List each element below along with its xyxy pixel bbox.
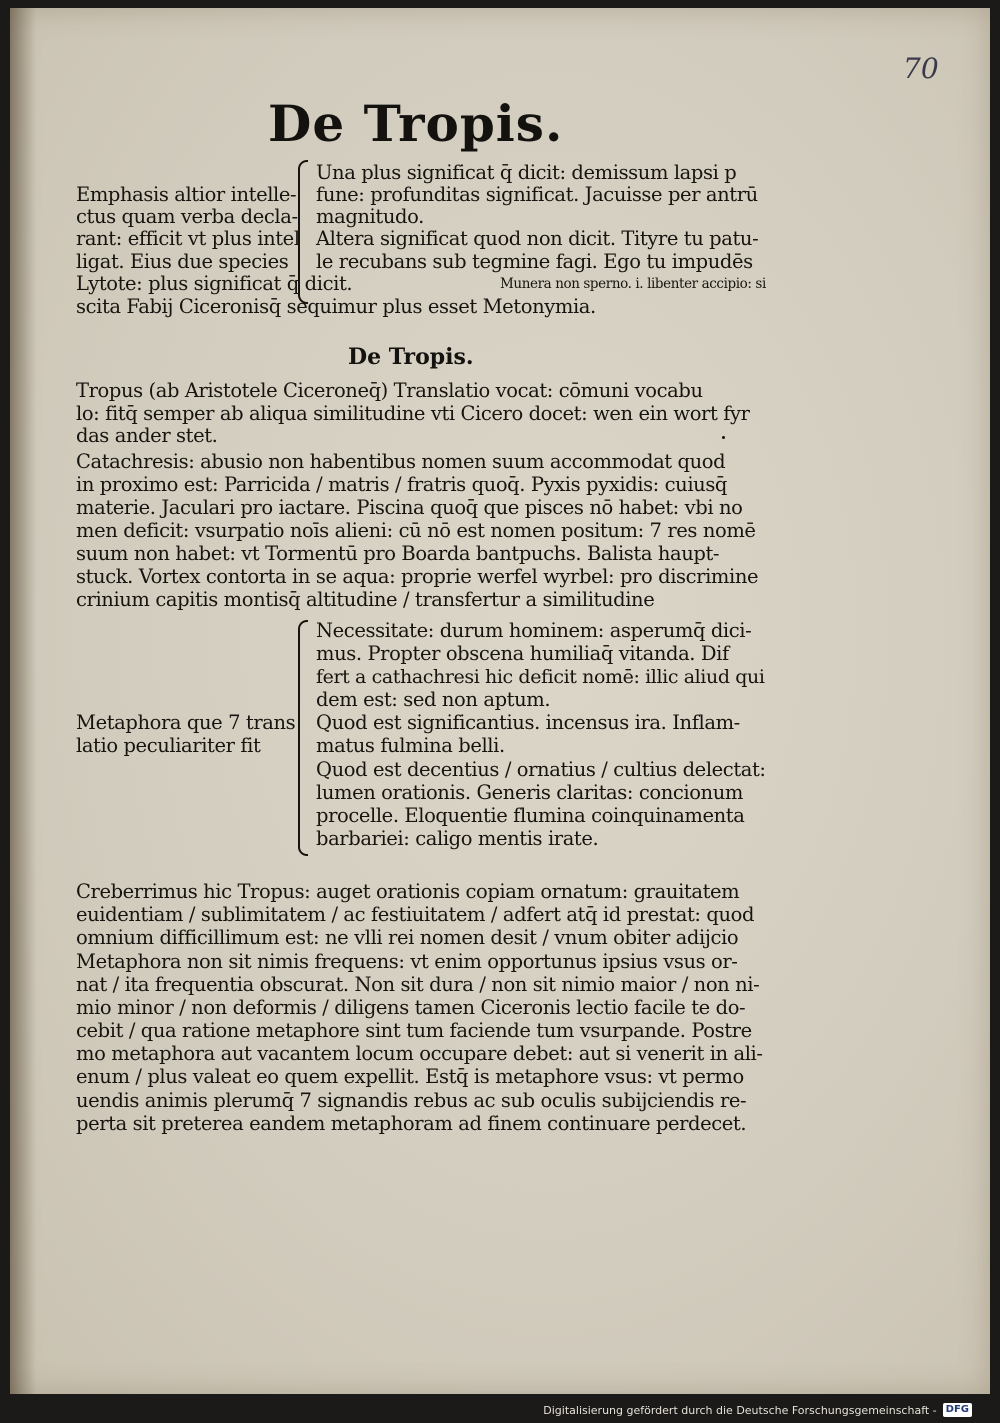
text-line: Tropus (ab Aristotele Ciceroneq̄) Translatio vocat: cōmuni vocabu <box>76 379 703 402</box>
text-line: Creberrimus hic Tropus: auget orationis copiam ornatum: grauitatem <box>76 880 740 903</box>
ink-dot <box>722 436 725 439</box>
emphasis-right-line: Una plus significat q̄ dicit: demissum lapsi p <box>316 161 737 184</box>
metaphora-right-line: Necessitate: durum hominem: asperumq̄ dici- <box>316 619 752 642</box>
text-line: crinium capitis montisq̄ altitudine / transfertur a similitudine <box>76 588 655 611</box>
text-line: perta sit preterea eandem metaphoram ad finem continuare perdecet. <box>76 1112 747 1135</box>
metaphora-right-line: procelle. Eloquentie flumina coinquinamenta <box>316 804 745 827</box>
emphasis-right-line: magnitudo. <box>316 205 424 228</box>
metaphora-right-line: lumen orationis. Generis claritas: concionum <box>316 781 743 804</box>
text-line: mio minor / non deformis / diligens tamen Ciceronis lectio facile te do- <box>76 996 746 1019</box>
text-line: men deficit: vsurpatio noīs alieni: cū nō est nomen positum: 7 res nomē <box>76 519 756 542</box>
metaphora-right-line: matus fulmina belli. <box>316 734 505 757</box>
digitization-credit <box>543 1402 972 1418</box>
section-heading: De Tropis. <box>348 344 474 370</box>
credit-text: Digitalisierung gefördert durch die Deutsche Forschungsgemeinschaft - <box>543 1403 937 1417</box>
emphasis-right-line: fune: profunditas significat. Jacuisse per antrū <box>316 183 758 206</box>
text-line: uendis animis plerumq̄ 7 signandis rebus ac sub oculis subijciendis re- <box>76 1089 747 1112</box>
text-line: das ander stet. <box>76 424 218 447</box>
metaphora-right-line: mus. Propter obscena humiliaq̄ vitanda. Dif <box>316 642 729 665</box>
emphasis-left-line: ctus quam verba decla- <box>76 205 298 228</box>
emphasis-left-line: scita Fabij Ciceronisq̄ sequimur plus esset Metonymia. <box>76 295 596 318</box>
text-line: Metaphora non sit nimis frequens: vt enim opportunus ipsius vsus or- <box>76 950 738 973</box>
text-line: nat / ita frequentia obscurat. Non sit dura / non sit nimio maior / non ni- <box>76 973 760 996</box>
text-line: suum non habet: vt Tormentū pro Boarda bantpuchs. Balista haupt- <box>76 542 720 565</box>
text-line: stuck. Vortex contorta in se aqua: proprie werfel wyrbel: pro discrimine <box>76 565 759 588</box>
metaphora-left-line: latio peculiariter fit <box>76 734 261 757</box>
brace-metaphora <box>298 620 308 856</box>
text-line: Catachresis: abusio non habentibus nomen suum accommodat quod <box>76 450 726 473</box>
dfg-logo: DFG <box>943 1403 972 1417</box>
text-line: mo metaphora aut vacantem locum occupare debet: aut si venerit in ali- <box>76 1042 763 1065</box>
metaphora-right-line: fert a cathachresi hic deficit nomē: illic aliud qui <box>316 666 765 688</box>
emphasis-left-line: ligat. Eius due species <box>76 250 289 273</box>
emphasis-left-line: Emphasis altior intelle- <box>76 183 297 206</box>
text-line: lo: fitq̄ semper ab aliqua similitudine vti Cicero docet: wen ein wort fyr <box>76 402 750 425</box>
metaphora-left-line: Metaphora que 7 trans <box>76 711 296 734</box>
emphasis-right-line: Altera significat quod non dicit. Tityre tu patu- <box>316 227 759 250</box>
book-page <box>10 8 990 1394</box>
text-line: enum / plus valeat eo quem expellit. Estq̄ is metaphore vsus: vt permo <box>76 1065 744 1088</box>
text-line: in proximo est: Parricida / matris / fratris quoq̄. Pyxis pyxidis: cuiusq̄ <box>76 473 728 496</box>
emphasis-right-line: le recubans sub tegmine fagi. Ego tu impudēs <box>316 250 753 273</box>
emphasis-left-line: rant: efficit vt plus intel <box>76 227 300 250</box>
text-line: omnium difficillimum est: ne vlli rei nomen desit / vnum obiter adijcio <box>76 926 739 949</box>
page-title: De Tropis. <box>268 94 564 153</box>
text-line: materie. Jaculari pro iactare. Piscina quoq̄ que pisces nō habet: vbi no <box>76 496 743 519</box>
metaphora-right-line: barbariei: caligo mentis irate. <box>316 827 599 850</box>
emphasis-right-line: Munera non sperno. i. libenter accipio: si <box>500 276 766 292</box>
metaphora-right-line: Quod est significantius. incensus ira. Inflam- <box>316 711 740 734</box>
text-line: cebit / qua ratione metaphore sint tum faciende tum vsurpande. Postre <box>76 1019 752 1042</box>
emphasis-left-line: Lytote: plus significat q̄ dicit. <box>76 272 353 295</box>
metaphora-right-line: dem est: sed non aptum. <box>316 688 551 711</box>
text-line: euidentiam / sublimitatem / ac festiuitatem / adfert atq̄ id prestat: quod <box>76 903 755 926</box>
folio-number: 70 <box>903 52 939 85</box>
metaphora-right-line: Quod est decentius / ornatius / cultius delectat: <box>316 758 766 781</box>
